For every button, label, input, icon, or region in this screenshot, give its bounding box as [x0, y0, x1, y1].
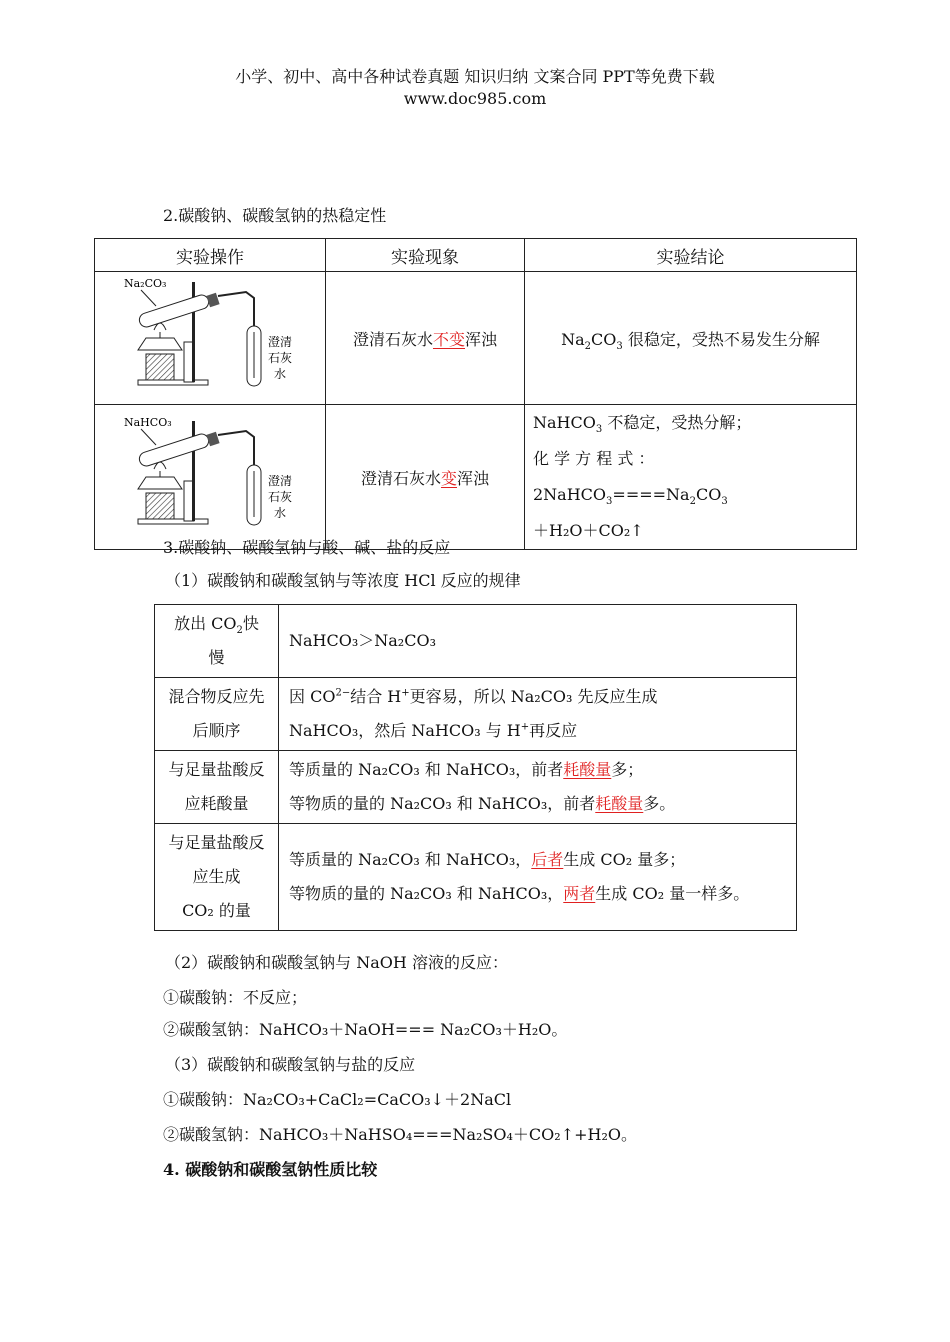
conclusion-1: $Na_2CO_3$ 很稳定，受热不易发生分解	[525, 272, 857, 405]
phenomenon-1-b: 浑浊	[465, 329, 498, 349]
r2-line1-c: 更容易，所以 Na₂CO₃ 先反应生成	[409, 687, 658, 706]
section3-sub3-ii: ②碳酸氢钠：NaHCO₃＋NaHSO₄===Na₂SO₄＋CO₂↑+H₂O。	[163, 1125, 637, 1144]
heating-apparatus-diagram-1	[96, 272, 325, 400]
r2-content: 因 $CO^{2-}$结合 H+更容易，所以 Na₂CO₃ 先反应生成 NaHCO₃，然后 NaHCO₃ 与 H+再反应	[279, 678, 797, 751]
section3-sub2: （2）碳酸钠和碳酸氢钠与 NaOH 溶液的反应：	[165, 953, 508, 972]
r3-line2-red: 耗酸量	[595, 794, 644, 813]
conclusion-1-a: Na	[561, 329, 585, 349]
tube-label-1a: 澄清	[267, 335, 292, 349]
conclusion-1-b: CO	[591, 329, 617, 349]
r3-content	[279, 751, 797, 824]
r3-line2-b: 多。	[643, 794, 676, 813]
tube-label-1b: 石灰	[267, 351, 292, 365]
header-phenomenon: 实验现象	[326, 239, 525, 272]
conclusion-2: NaHCO$_3$ 不稳定，受热分解； 化 学 方 程 式 ： $2NaHCO_3====Na_2CO_3$ ＋H₂O＋CO₂↑	[525, 405, 857, 550]
section3-sub3-i: ①碳酸钠：Na₂CO₃+CaCl₂=CaCO₃↓＋2NaCl	[163, 1090, 512, 1109]
conclusion-2-line3: ＋H₂O＋CO₂↑	[533, 521, 644, 540]
r3-line1-a: 等质量的 Na₂CO₃ 和 NaHCO₃，前者	[289, 760, 564, 779]
tube-label-1c: 水	[273, 367, 286, 381]
phenomenon-2-b: 浑浊	[457, 468, 490, 488]
apparatus-nahco3-cell	[95, 405, 326, 550]
r1-label: 放出 $CO_2$快 慢	[155, 605, 279, 678]
section4-title: 4. 碳酸钠和碳酸氢钠性质比较	[163, 1160, 378, 1179]
r4-content	[279, 824, 797, 931]
r4-line1-a: 等质量的 Na₂CO₃ 和 NaHCO₃，	[289, 850, 532, 869]
section2-title: 2.碳酸钠、碳酸氢钠的热稳定性	[163, 206, 387, 225]
conclusion-1-c: 很稳定，受热不易发生分解	[627, 329, 820, 349]
apparatus-label-1: Na₂CO₃	[123, 277, 166, 290]
heating-apparatus-diagram-2	[96, 411, 325, 539]
r4-label-a: 与足量盐酸反应生成	[168, 833, 265, 886]
section3-sub1: （1）碳酸钠和碳酸氢钠与等浓度 HCl 反应的规律	[165, 571, 521, 590]
r4-line1-red: 后者	[531, 850, 564, 869]
header-operation: 实验操作	[95, 239, 326, 272]
r2-line1-a: 因 CO	[289, 687, 336, 706]
header-line-2: www.doc985.com	[403, 89, 547, 108]
r1-content: NaHCO₃＞Na₂CO₃	[279, 605, 797, 678]
r1-label-c: 慢	[208, 648, 225, 667]
r3-line1-red: 耗酸量	[563, 760, 612, 779]
r2-line2-a: NaHCO₃，然后 NaHCO₃ 与 H	[289, 721, 521, 740]
r4-line2-a: 等物质的量的 Na₂CO₃ 和 NaHCO₃，	[289, 884, 564, 903]
r2-line2-b: 再反应	[529, 721, 578, 740]
phenomenon-2-a: 澄清石灰水	[360, 468, 441, 488]
section3-sub3: （3）碳酸钠和碳酸氢钠与盐的反应	[165, 1055, 416, 1074]
section3-sub2-i: ①碳酸钠：不反应；	[163, 988, 308, 1007]
r4-line2-b: 生成 CO₂ 量一样多。	[595, 884, 750, 903]
phenomenon-1	[326, 272, 525, 405]
r4-line1-b: 生成 CO₂ 量多；	[563, 850, 686, 869]
conclusion-2-line2-b: ====Na	[612, 485, 690, 504]
conclusion-2-line2-a: 化 学 方 程 式 ： 2NaHCO	[533, 449, 655, 504]
phenomenon-1-red: 不变	[432, 329, 465, 349]
section3-sub2-ii: ②碳酸氢钠：NaHCO₃＋NaOH=== Na₂CO₃＋H₂O。	[163, 1020, 568, 1039]
phenomenon-1-a: 澄清石灰水	[352, 329, 433, 349]
hcl-reaction-table	[154, 604, 797, 931]
tube-label-2a: 澄清	[267, 474, 292, 488]
r4-label	[155, 824, 279, 931]
header-conclusion: 实验结论	[525, 239, 857, 272]
r4-label-b: CO₂ 的量	[182, 901, 251, 920]
r3-label: 与足量盐酸反应耗酸量	[155, 751, 279, 824]
header-line-1: 小学、初中、高中各种试卷真题 知识归纳 文案合同 PPT等免费下载	[235, 67, 715, 86]
r1-label-a: 放出 CO	[174, 614, 237, 633]
thermal-stability-table	[94, 238, 857, 550]
phenomenon-2-red: 变	[440, 468, 457, 488]
tube-label-2c: 水	[273, 506, 286, 520]
r3-line1-b: 多；	[611, 760, 644, 779]
conclusion-2-line1: 不稳定，受热分解；	[607, 413, 752, 432]
phenomenon-2	[326, 405, 525, 550]
r4-line2-red: 两者	[563, 884, 596, 903]
r2-line1-b: 结合 H	[350, 687, 402, 706]
apparatus-na2co3-cell	[95, 272, 326, 405]
section3-title: 3.碳酸钠、碳酸氢钠与酸、碱、盐的反应	[163, 538, 451, 557]
apparatus-label-2: NaHCO₃	[123, 416, 172, 429]
r1-label-b: 快	[242, 614, 259, 633]
tube-label-2b: 石灰	[267, 490, 292, 504]
r3-line2-a: 等物质的量的 Na₂CO₃ 和 NaHCO₃，前者	[289, 794, 596, 813]
r2-label: 混合物反应先后顺序	[155, 678, 279, 751]
